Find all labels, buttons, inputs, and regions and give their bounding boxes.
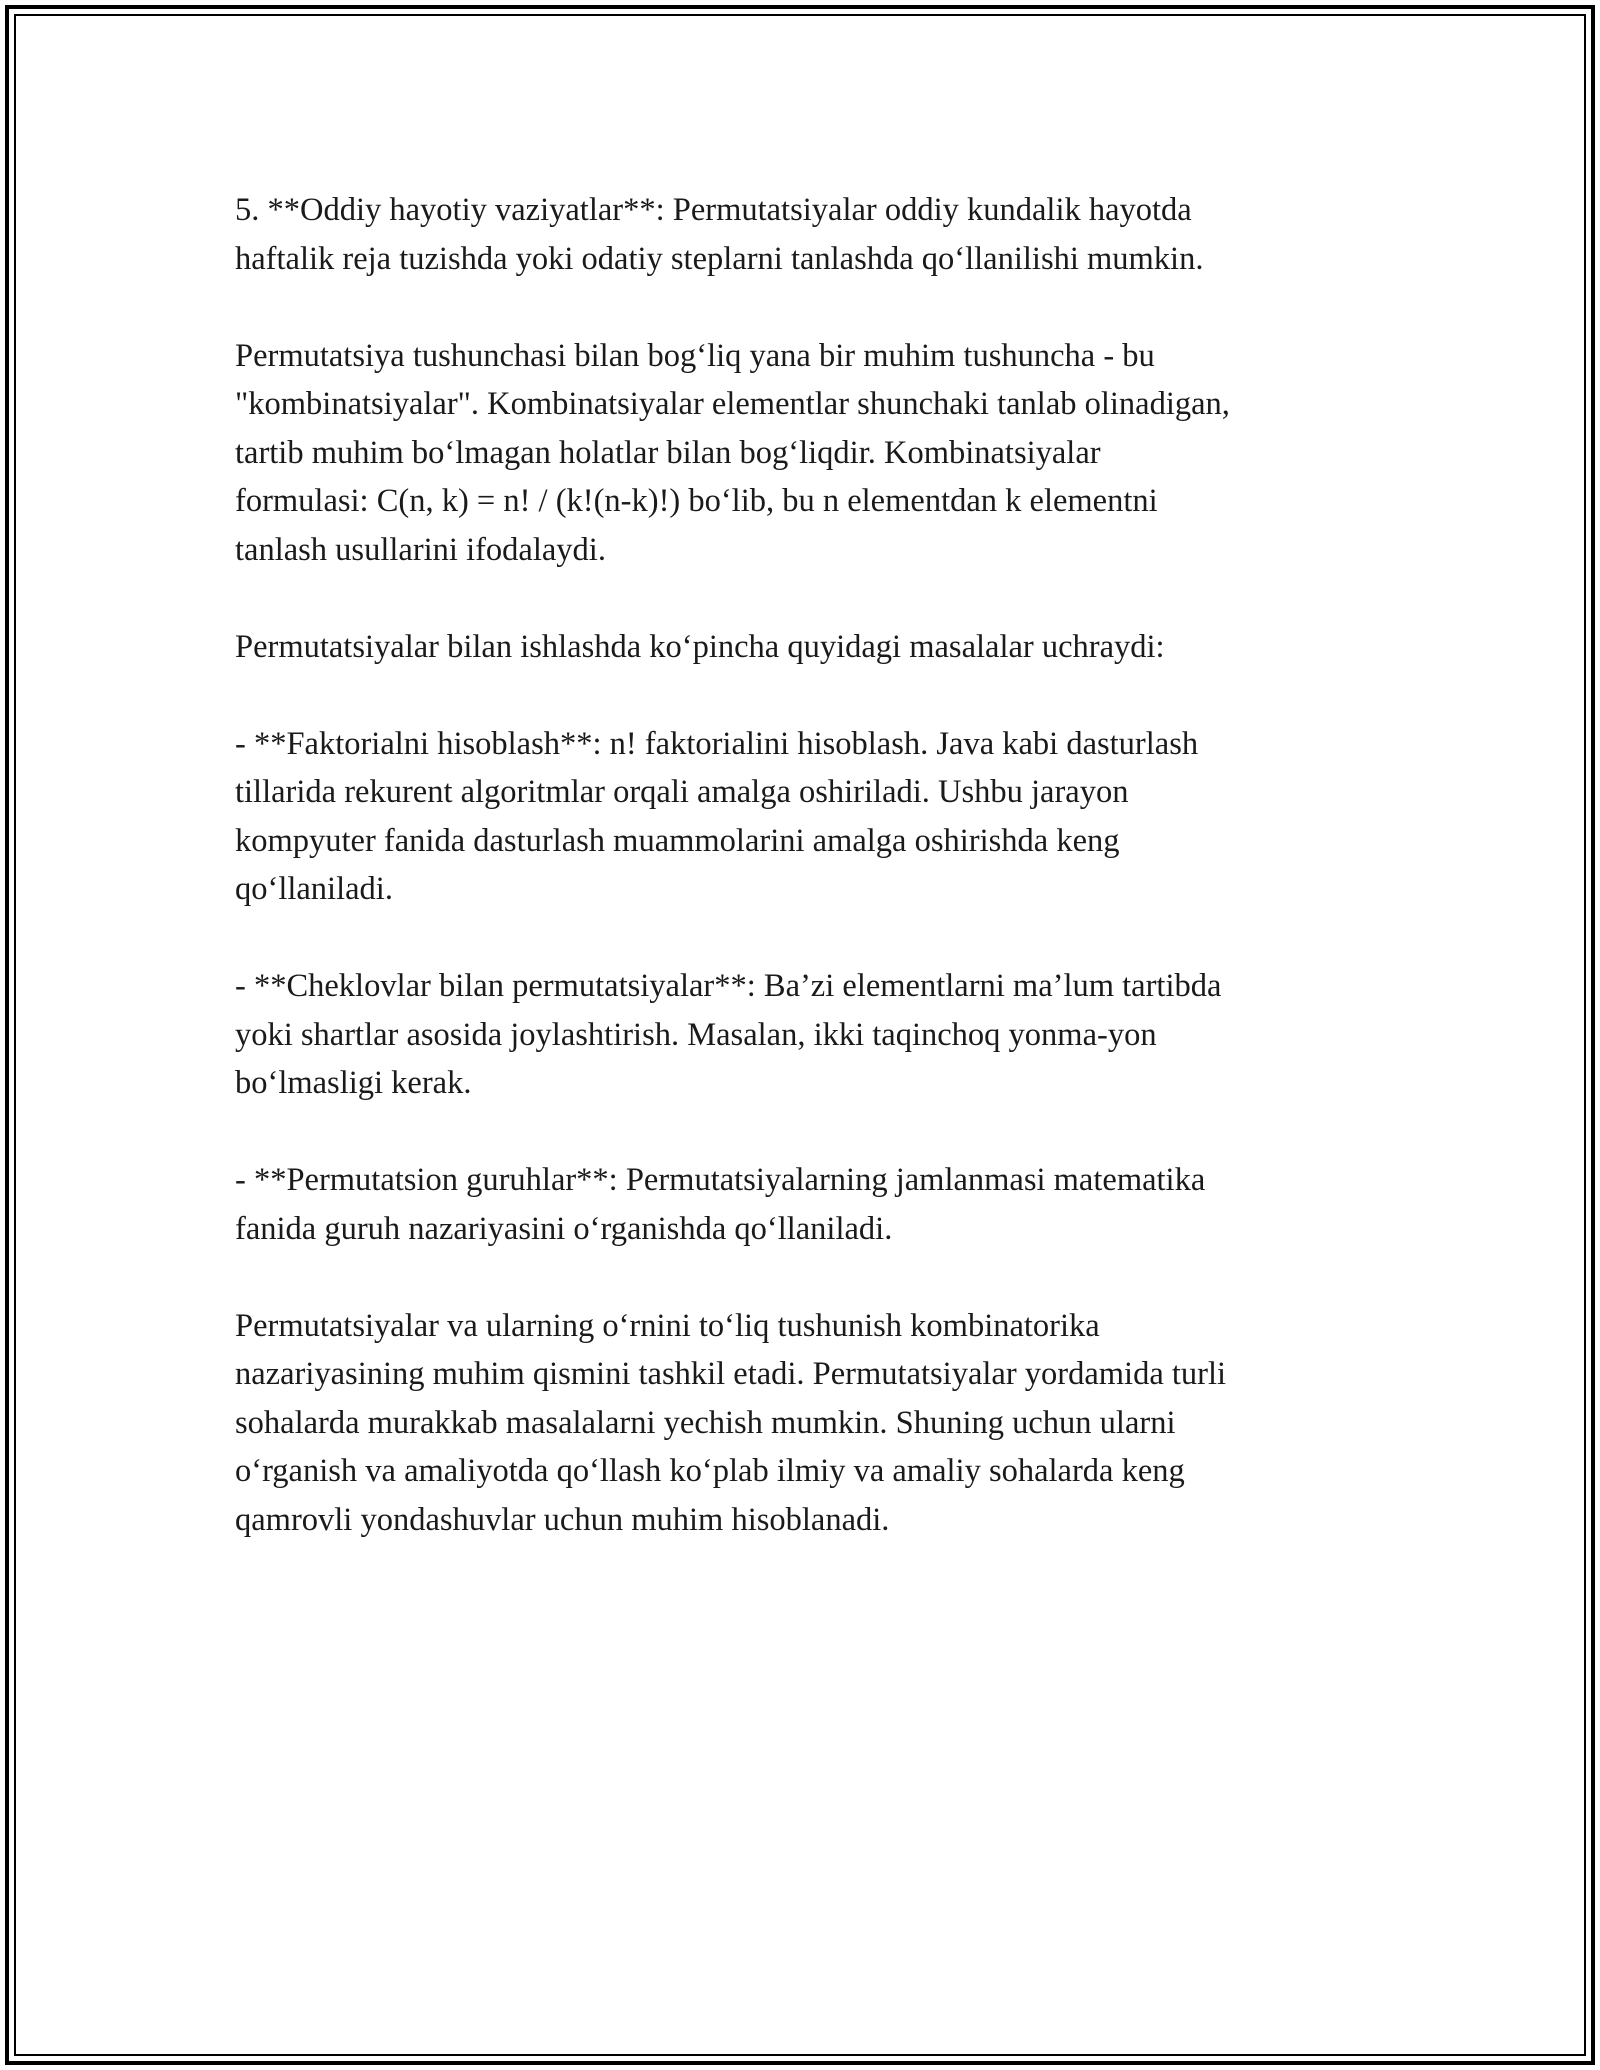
text-line: tillarida rekurent algoritmlar orqali amalga oshiriladi. Ushbu jarayon [235, 774, 1129, 810]
text-line: sohalarda murakkab masalalarni yechish mumkin. Shuning uchun ularni [235, 1404, 1176, 1441]
text-line: tanlash usullarini ifodalaydi. [235, 531, 606, 568]
paragraph-factorial [235, 720, 1385, 914]
text-line: - **Faktorialni hisoblash**: n! faktorialini hisoblash. Java kabi dasturlash [235, 725, 1199, 762]
text-line: Permutatsiyalar bilan ishlashda ko‘pincha quyidagi masalalar uchraydi: [235, 628, 1165, 665]
text-line: Permutatsiyalar va ularning o‘rnini to‘liq tushunish kombinatorika [235, 1307, 1100, 1344]
text-line: o‘rganish va amaliyotda qo‘llash ko‘plab ilmiy va amaliy sohalarda keng [235, 1453, 1185, 1489]
text-line: tartib muhim bo‘lmagan holatlar bilan bog‘liqdir. Kombinatsiyalar [235, 434, 1101, 471]
text-line: - **Permutatsion guruhlar**: Permutatsiyalarning jamlanmasi matematika [235, 1162, 1206, 1198]
text-line: fanida guruh nazariyasini o‘rganishda qo‘llaniladi. [235, 1210, 893, 1247]
text-line: - **Cheklovlar bilan permutatsiyalar**: Ba’zi elementlarni ma’lum tartibda [235, 968, 1222, 1004]
paragraph-everyday-situations [235, 186, 1385, 283]
document-body [235, 186, 1385, 1593]
paragraph-permutation-groups [235, 1156, 1385, 1253]
paragraph-common-problems [235, 623, 1385, 672]
text-line: qo‘llaniladi. [235, 871, 393, 907]
text-line: bo‘lmasligi kerak. [235, 1065, 472, 1101]
paragraph-constraints [235, 962, 1385, 1108]
text-line: haftalik reja tuzishda yoki odatiy steplarni tanlashda qo‘llanilishi mumkin. [235, 240, 1204, 277]
paragraph-combinations [235, 332, 1385, 575]
text-line: yoki shartlar asosida joylashtirish. Masalan, ikki taqinchoq yonma-yon [235, 1016, 1157, 1053]
text-line: kompyuter fanida dasturlash muammolarini amalga oshirishda keng [235, 822, 1120, 859]
text-line: "kombinatsiyalar". Kombinatsiyalar elementlar shunchaki tanlab olinadigan, [235, 386, 1230, 422]
text-line: qamrovli yondashuvlar uchun muhim hisoblanadi. [235, 1501, 890, 1538]
text-line: Permutatsiya tushunchasi bilan bog‘liq yana bir muhim tushuncha - bu [235, 337, 1155, 374]
text-line: formulasi: C(n, k) = n! / (k!(n-k)!) bo‘lib, bu n elementdan k elementni [235, 483, 1158, 519]
text-line: 5. **Oddiy hayotiy vaziyatlar**: Permutatsiyalar oddiy kundalik hayotda [235, 192, 1192, 228]
text-line: nazariyasining muhim qismini tashkil etadi. Permutatsiyalar yordamida turli [235, 1356, 1227, 1392]
paragraph-conclusion [235, 1302, 1385, 1545]
